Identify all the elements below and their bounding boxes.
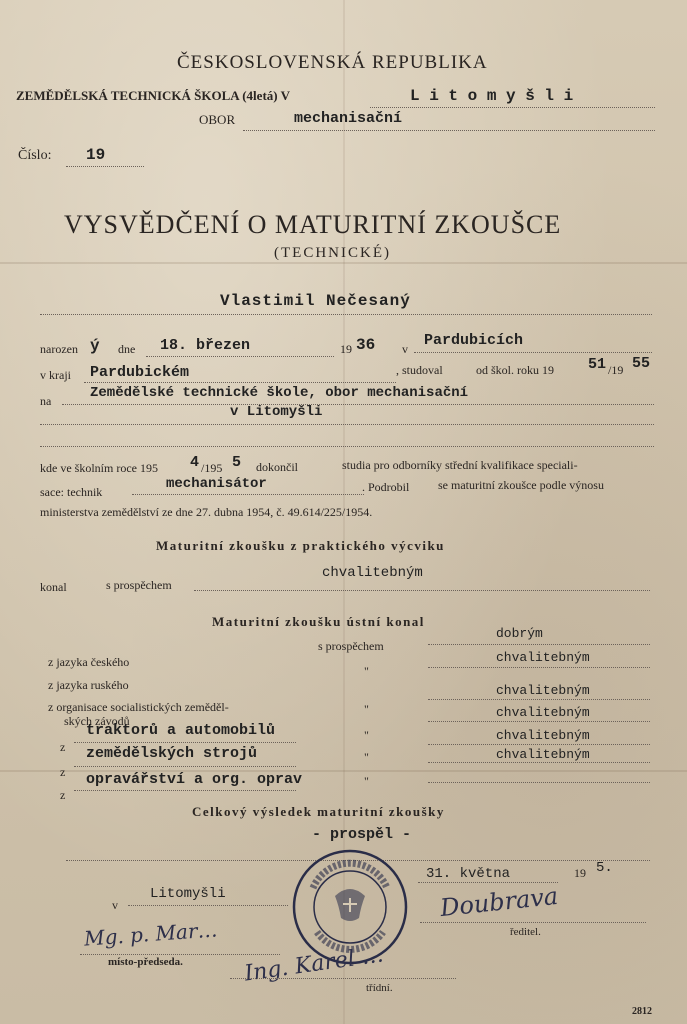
year-from: 51 <box>588 356 607 373</box>
oral-grade: chvalitebným <box>496 747 590 762</box>
fill-line <box>40 424 654 425</box>
class-teacher-signature: Ing. Karel … <box>242 942 386 987</box>
fill-line <box>74 790 296 791</box>
oral-subject-prefix: z <box>60 740 66 754</box>
issue-year-suffix: 5. <box>596 860 613 876</box>
school-attended-line1: Zemědělské technické škole, obor mechanisační <box>90 385 469 401</box>
student-name: Vlastimil Nečesaný <box>220 292 411 310</box>
year-slash: /19 <box>608 363 624 377</box>
cislo-value: 19 <box>86 146 106 164</box>
fill-line <box>428 699 650 700</box>
fill-line <box>74 766 296 767</box>
completion-text: ministerstva zemědělství ze dne 27. dubna 1954, č. 49.614/225/1954. <box>40 505 373 519</box>
deputy-signature: Mg. p. Mar… <box>83 917 219 951</box>
ditto-mark: " <box>364 728 369 742</box>
fill-line <box>428 721 650 722</box>
oral-subject: z jazyka ruského <box>48 678 129 692</box>
fill-line <box>428 667 650 668</box>
issue-place: Litomyšli <box>150 886 226 902</box>
school-name: ZEMĚDĚLSKÁ TECHNICKÁ ŠKOLA (4letá) V <box>16 88 291 103</box>
ditto-mark: " <box>364 702 369 716</box>
na-label: na <box>40 394 52 408</box>
document-subtitle: (TECHNICKÉ) <box>274 245 391 261</box>
birth-place: Pardubicích <box>424 332 524 349</box>
overall-result: - prospěl - <box>312 826 412 843</box>
cislo-label: Číslo: <box>18 148 52 163</box>
completion-year-a: 4 <box>190 454 200 471</box>
deputy-label: místo-předseda. <box>108 956 183 968</box>
fill-line <box>428 644 650 645</box>
dne-label: dne <box>118 342 136 356</box>
overall-heading: Celkový výsledek maturitní zkoušky <box>192 804 445 819</box>
fill-line <box>40 314 652 315</box>
fill-line <box>74 742 296 743</box>
born-suffix: ý <box>90 337 100 355</box>
fill-line <box>428 762 650 763</box>
obor-label: OBOR <box>199 112 236 127</box>
fill-line <box>428 782 650 783</box>
birth-date: 18. březen <box>160 337 251 354</box>
oral-subject: z organisace socialistických zeměděl- <box>48 700 229 714</box>
oral-subject-prefix: z <box>60 765 66 779</box>
oral-grade: chvalitebným <box>496 683 590 698</box>
school-place: L i t o m y š l i <box>410 87 574 105</box>
oral-heading: Maturitní zkoušku ústní konal <box>212 614 425 629</box>
completion-text: /195 <box>201 461 223 475</box>
oral-subject-cont: ských závodů <box>64 714 130 728</box>
kraj-label: v kraji <box>40 368 71 382</box>
footer-number: 2812 <box>632 1006 652 1017</box>
oral-grade: dobrým <box>496 626 543 641</box>
completion-year-b: 5 <box>232 454 242 471</box>
document-title: VYSVĚDČENÍ O MATURITNÍ ZKOUŠCE <box>64 210 562 239</box>
fill-line <box>40 446 654 447</box>
issue-date: 31. května <box>426 866 511 882</box>
oral-subject: opravářství a org. oprav <box>86 771 303 788</box>
fill-line <box>128 905 288 906</box>
completion-text: studia pro odborníky střední kvalifikace speciali- <box>342 458 578 472</box>
place-v-label: v <box>112 898 118 912</box>
kraj-value: Pardubickém <box>90 364 190 381</box>
fill-line <box>414 352 652 353</box>
konal-label: konal <box>40 580 67 594</box>
oral-prospech-label: s prospěchem <box>318 639 384 653</box>
oral-subject: zemědělských strojů <box>86 745 258 762</box>
oral-subject: traktorů a automobilů <box>86 722 276 739</box>
fill-line <box>230 978 456 979</box>
fill-line <box>428 744 650 745</box>
oral-subject: z jazyka českého <box>48 655 130 669</box>
od-label: od škol. roku 19 <box>476 363 554 377</box>
obor-value: mechanisační <box>294 110 403 127</box>
director-label: ředitel. <box>510 926 541 938</box>
oral-grade: chvalitebným <box>496 728 590 743</box>
fill-line <box>243 130 655 131</box>
fill-line <box>66 166 144 167</box>
republic-heading: ČESKOSLOVENSKÁ REPUBLIKA <box>177 52 488 73</box>
prospech-label: s prospěchem <box>106 578 172 592</box>
technician-specialization: mechanisátor <box>166 476 267 492</box>
completion-text: . Podrobil <box>362 480 410 494</box>
oral-grade: chvalitebným <box>496 650 590 665</box>
birth-year-suffix: 36 <box>356 336 376 354</box>
fill-line <box>62 404 654 405</box>
born-label: narozen <box>40 342 78 356</box>
completion-text: dokončil <box>256 460 298 474</box>
practical-heading: Maturitní zkoušku z praktického výcviku <box>156 538 445 553</box>
oral-subject-prefix: z <box>60 788 66 802</box>
fill-line <box>194 590 650 591</box>
completion-text: se maturitní zkoušce podle výnosu <box>438 478 604 492</box>
school-attended-line2: v Litomyšli <box>230 404 323 420</box>
fill-line <box>84 382 396 383</box>
year-to: 55 <box>632 355 651 372</box>
studoval-label: , studoval <box>396 363 443 377</box>
oral-grade: chvalitebným <box>496 705 590 720</box>
fill-line <box>370 107 655 108</box>
fill-line <box>132 494 364 495</box>
ditto-mark: " <box>364 774 369 788</box>
birth-year-prefix: 19 <box>340 342 352 356</box>
ditto-mark: " <box>364 664 369 678</box>
v-label: v <box>402 342 408 356</box>
issue-year-prefix: 19 <box>574 866 586 880</box>
fill-line <box>146 356 334 357</box>
class-teacher-label: třídní. <box>366 982 393 994</box>
fill-line <box>420 922 646 923</box>
completion-text: sace: technik <box>40 485 103 499</box>
fill-line <box>80 954 280 955</box>
director-signature: Doubrava <box>438 881 560 923</box>
ditto-mark: " <box>364 750 369 764</box>
practical-result: chvalitebným <box>322 565 423 581</box>
completion-text: kde ve školním roce 195 <box>40 461 158 475</box>
